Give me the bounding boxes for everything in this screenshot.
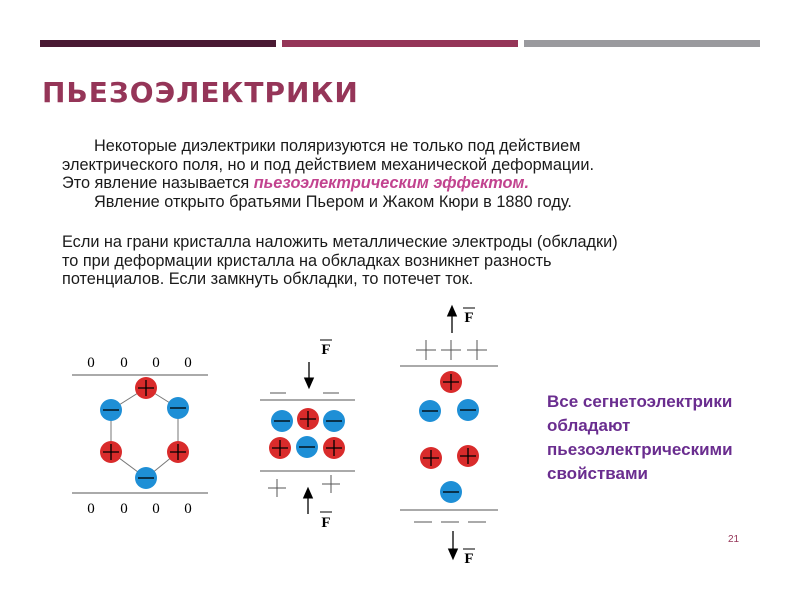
ion-negative [419,400,441,422]
ion-positive [457,445,479,467]
ion-positive [135,377,157,399]
ion-negative [323,410,345,432]
piezoelectric-effect-term: пьезоэлектрическим эффектом. [253,174,529,192]
zero-label: 0 [184,355,192,371]
ion-negative [296,436,318,458]
ion-negative [135,467,157,489]
ion-positive [420,447,442,469]
force-label-bottom: F [321,515,331,531]
ion-negative [100,399,122,421]
figure-stretched [400,308,498,567]
zero-label: 0 [152,355,160,371]
ion-negative [457,399,479,421]
plus-charge-icon [416,340,487,360]
ion-positive [323,437,345,459]
zero-label: 0 [87,355,95,371]
paragraph-1-line-1: Некоторые диэлектрики поляризуются не только под действием [94,137,581,155]
side-note-line: свойствами [547,464,649,483]
figure-undeformed [72,355,208,517]
force-label-top: F [464,310,474,326]
ion-positive [100,441,122,463]
side-note-line: пьезоэлектрическими [547,440,733,459]
paragraph-1-line-2: электрического поля, но и под действием механической деформации. [62,155,594,174]
side-note [547,390,777,486]
zero-label: 0 [152,501,160,517]
hexagon-frame [111,388,178,478]
ion-negative [167,397,189,419]
ion-positive [440,371,462,393]
zero-label: 0 [184,501,192,517]
zero-label: 0 [120,355,128,371]
plus-charge-icon [268,475,340,497]
force-label-bottom: F [464,551,474,567]
ion-negative [271,410,293,432]
paragraph-3-line-2: то при деформации кристалла на обкладках возникнет разность [62,251,552,270]
paragraph-2: Явление открыто братьями Пьером и Жаком Кюри в 1880 году. [94,192,572,211]
side-note-line: Все сегнетоэлектрики [547,392,733,411]
slide-title: ПЬЕЗОЭЛЕКТРИКИ [42,76,359,109]
side-note-line: обладают [547,416,631,435]
zero-label: 0 [120,501,128,517]
paragraph-3-line-3: потенциалов. Если замкнуть обкладки, то потечет ток. [62,270,474,288]
paragraph-3-line-1: Если на грани кристалла наложить металлические электроды (обкладки) [62,233,618,251]
ion-negative [440,481,462,503]
paragraph-1-line-3-prefix: Это явление называется [62,174,254,192]
ion-positive [167,441,189,463]
force-label-top: F [321,342,331,358]
ion-positive [297,408,319,430]
ion-positive [269,437,291,459]
zero-label: 0 [87,501,95,517]
page-number: 21 [728,534,740,545]
figure-compressed [260,340,355,531]
